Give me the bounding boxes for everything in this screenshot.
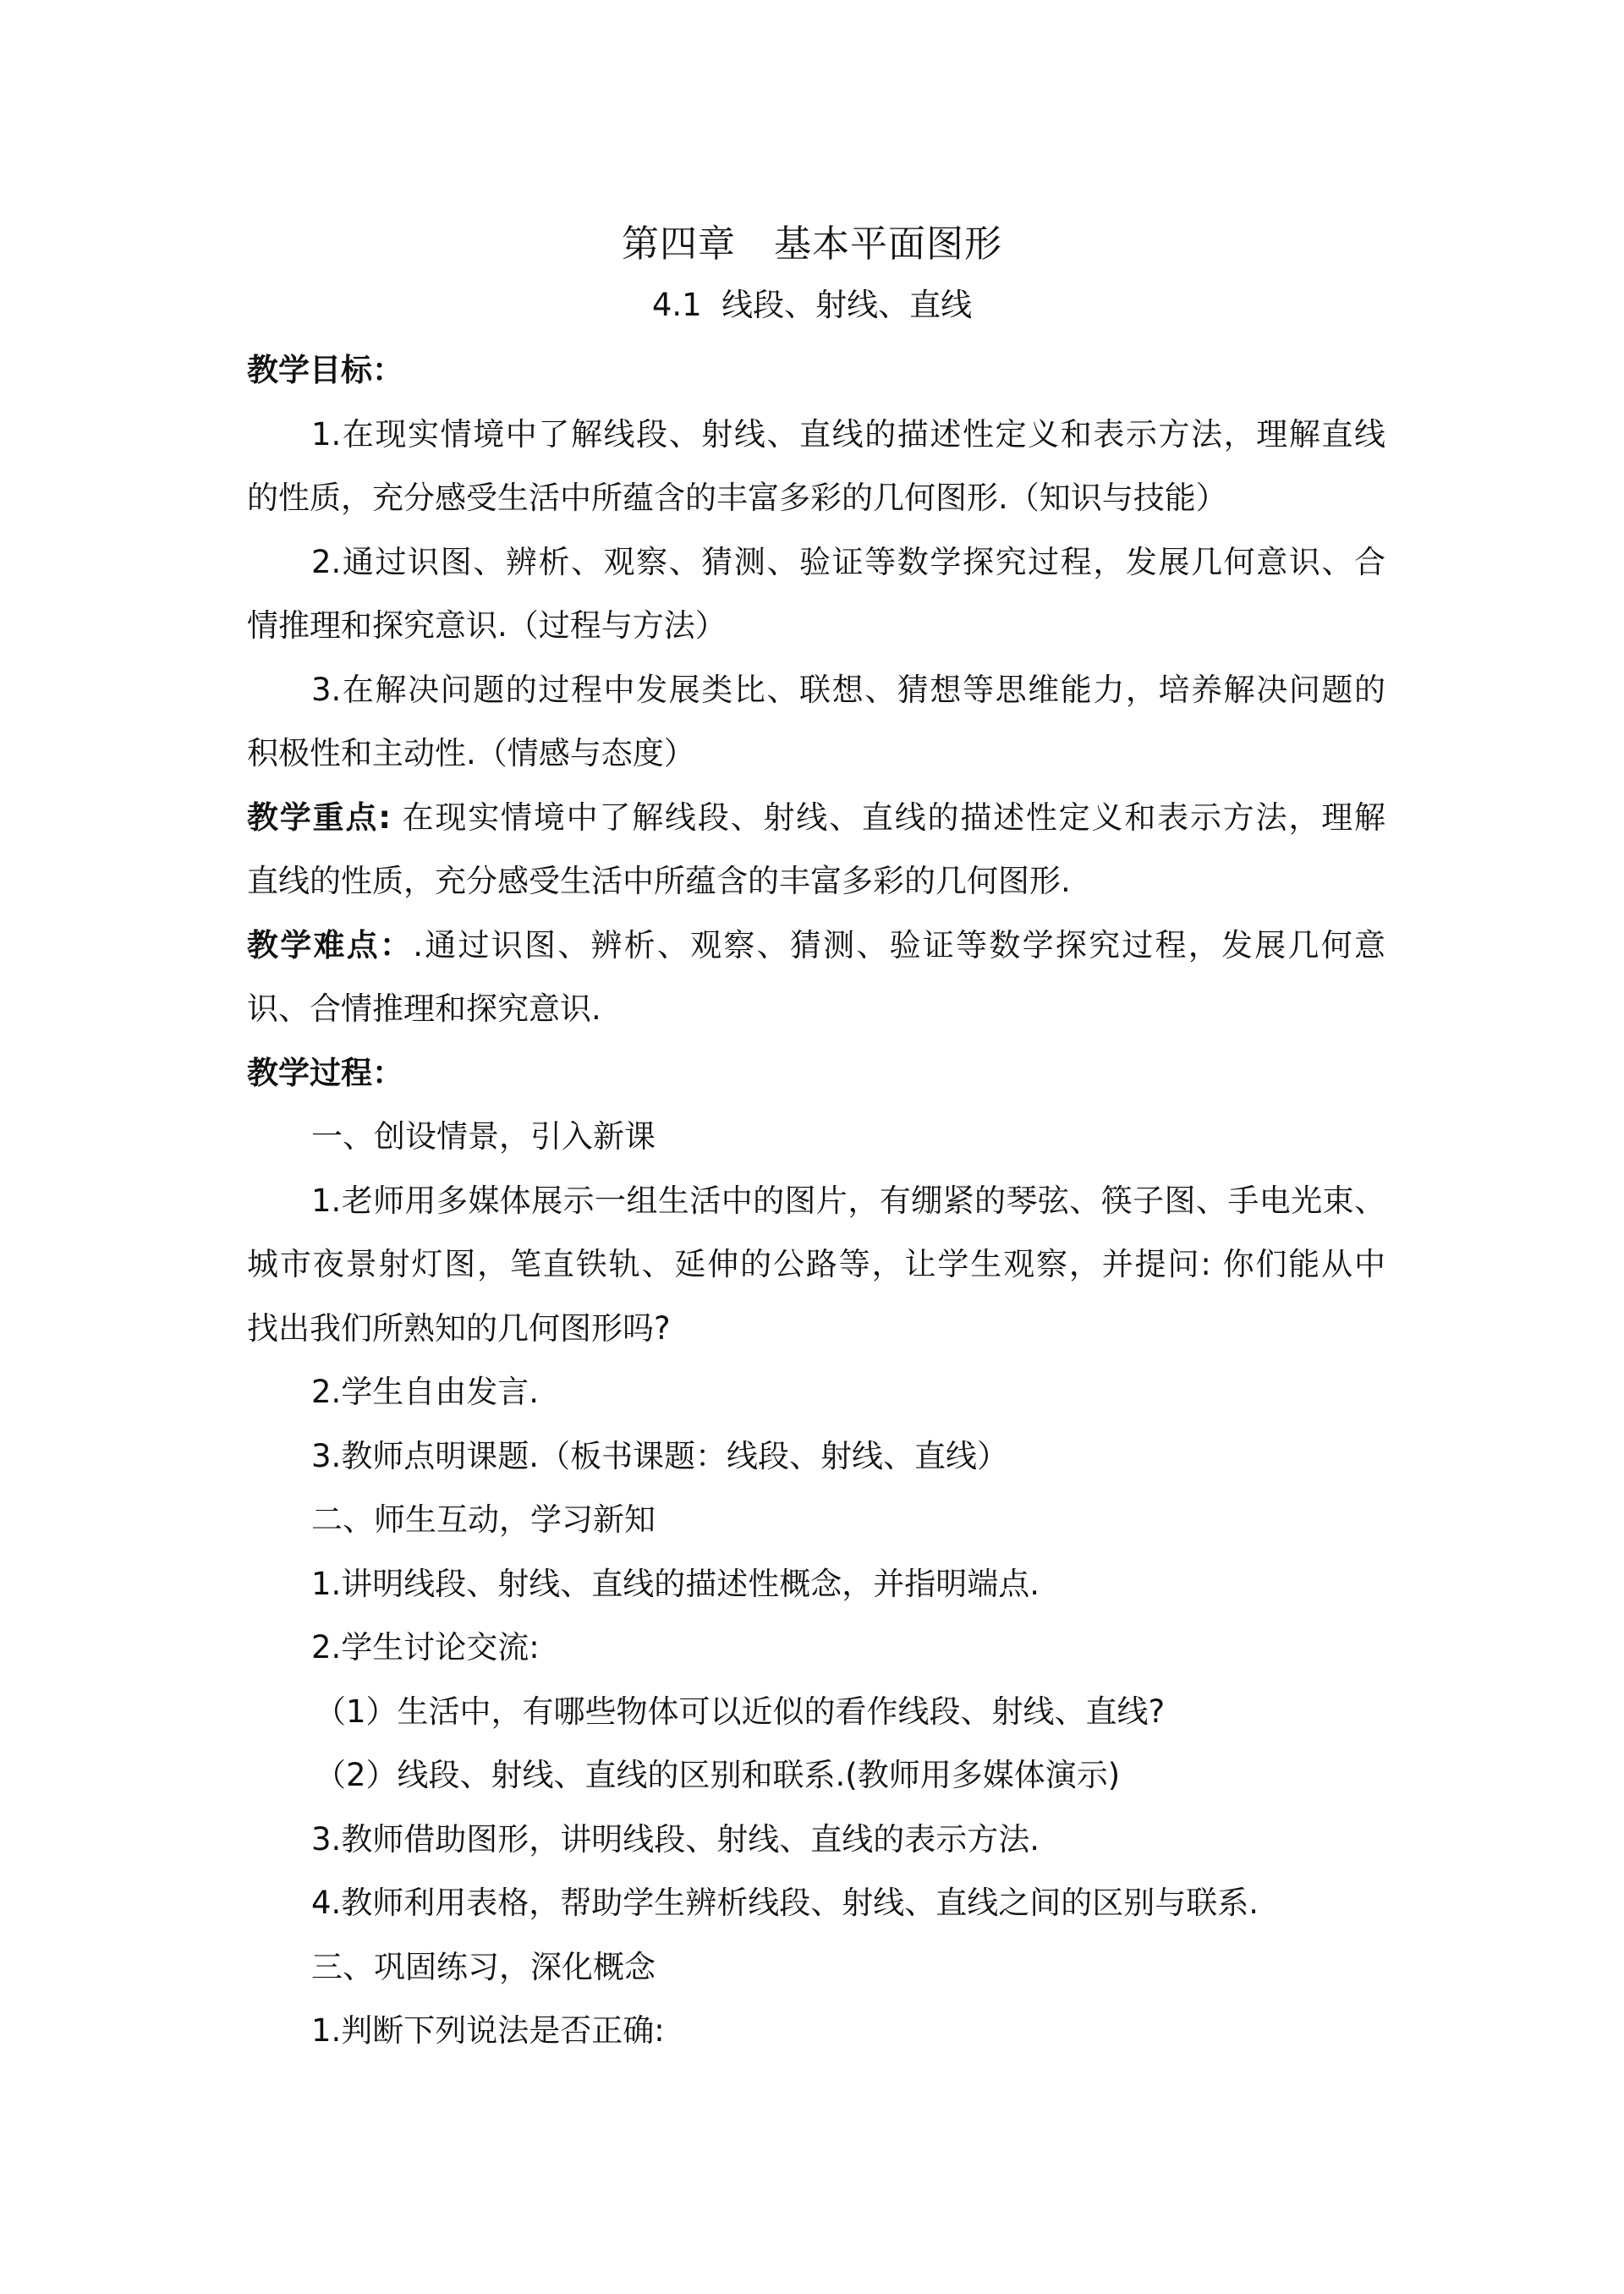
section-1-heading: 一、创设情景，引入新课: [311, 1118, 656, 1155]
difficulties-line-2: 识、合情推理和探究意识.: [247, 991, 601, 1027]
section-1-item-1-line-1: 1.老师用多媒体展示一组生活中的图片，有绷紧的琴弦、筷子图、手电光束、: [311, 1182, 1385, 1219]
section-2-item-3: 3.教师借助图形，讲明线段、射线、直线的表示方法.: [311, 1820, 1040, 1858]
section-2-item-1: 1.讲明线段、射线、直线的描述性概念，并指明端点.: [311, 1565, 1040, 1602]
section-3-heading: 三、巩固练习，深化概念: [311, 1948, 656, 1985]
section-2-item-4: 4.教师利用表格，帮助学生辨析线段、射线、直线之间的区别与联系.: [311, 1885, 1259, 1921]
section-2-item-2-sub-1: （1）生活中，有哪些物体可以近似的看作线段、射线、直线?: [315, 1693, 1166, 1730]
difficulties-label: 教学难点：: [247, 926, 414, 963]
section-1-item-1-line-3: 找出我们所熟知的几何图形吗?: [247, 1309, 671, 1347]
objectives-heading: 教学目标：: [247, 352, 403, 388]
section-1-item-3: 3.教师点明课题.（板书课题：线段、射线、直线）: [311, 1437, 1009, 1474]
objective-2-line-2: 情推理和探究意识.（过程与方法）: [247, 607, 727, 644]
section-3-item-1: 1.判断下列说法是否正确:: [311, 2012, 665, 2049]
document-body: [247, 338, 1385, 2063]
difficulties-text: .通过识图、辨析、观察、猜测、验证等数学探究过程，发展几何意: [413, 926, 1386, 963]
objective-1-line-1: 1.在现实情境中了解线段、射线、直线的描述性定义和表示方法，理解直线: [311, 415, 1385, 453]
section-1-item-1-line-2: 城市夜景射灯图，笔直铁轨、延伸的公路等，让学生观察，并提问: 你们能从中: [247, 1246, 1385, 1282]
section-subtitle: 4.1 线段、射线、直线: [651, 287, 973, 323]
section-2-item-2-sub-2: （2）线段、射线、直线的区别和联系.(教师用多媒体演示): [315, 1757, 1121, 1793]
section-1-item-2: 2.学生自由发言.: [311, 1374, 540, 1410]
objective-1-line-2: 的性质，充分感受生活中所蕴含的丰富多彩的几何图形.（知识与技能）: [247, 480, 1227, 516]
section-2-item-2: 2.学生讨论交流:: [311, 1629, 540, 1666]
key-points-label: 教学重点:: [247, 799, 392, 836]
key-points-line-2: 直线的性质，充分感受生活中所蕴含的丰富多彩的几何图形.: [247, 863, 1071, 899]
key-points-text: 在现实情境中了解线段、射线、直线的描述性定义和表示方法，理解: [391, 799, 1386, 836]
chapter-title: 第四章 基本平面图形: [622, 222, 1002, 266]
section-2-heading: 二、师生互动，学习新知: [311, 1501, 656, 1538]
key-points-line-1: [247, 786, 1385, 850]
objective-2-line-1: 2.通过识图、辨析、观察、猜测、验证等数学探究过程，发展几何意识、合: [311, 543, 1385, 580]
difficulties-line-1: [247, 914, 1385, 978]
objective-3-line-1: 3.在解决问题的过程中发展类比、联想、猜想等思维能力，培养解决问题的: [311, 671, 1385, 708]
objective-3-line-2: 积极性和主动性.（情感与态度）: [247, 735, 695, 771]
process-heading: 教学过程：: [247, 1054, 403, 1091]
